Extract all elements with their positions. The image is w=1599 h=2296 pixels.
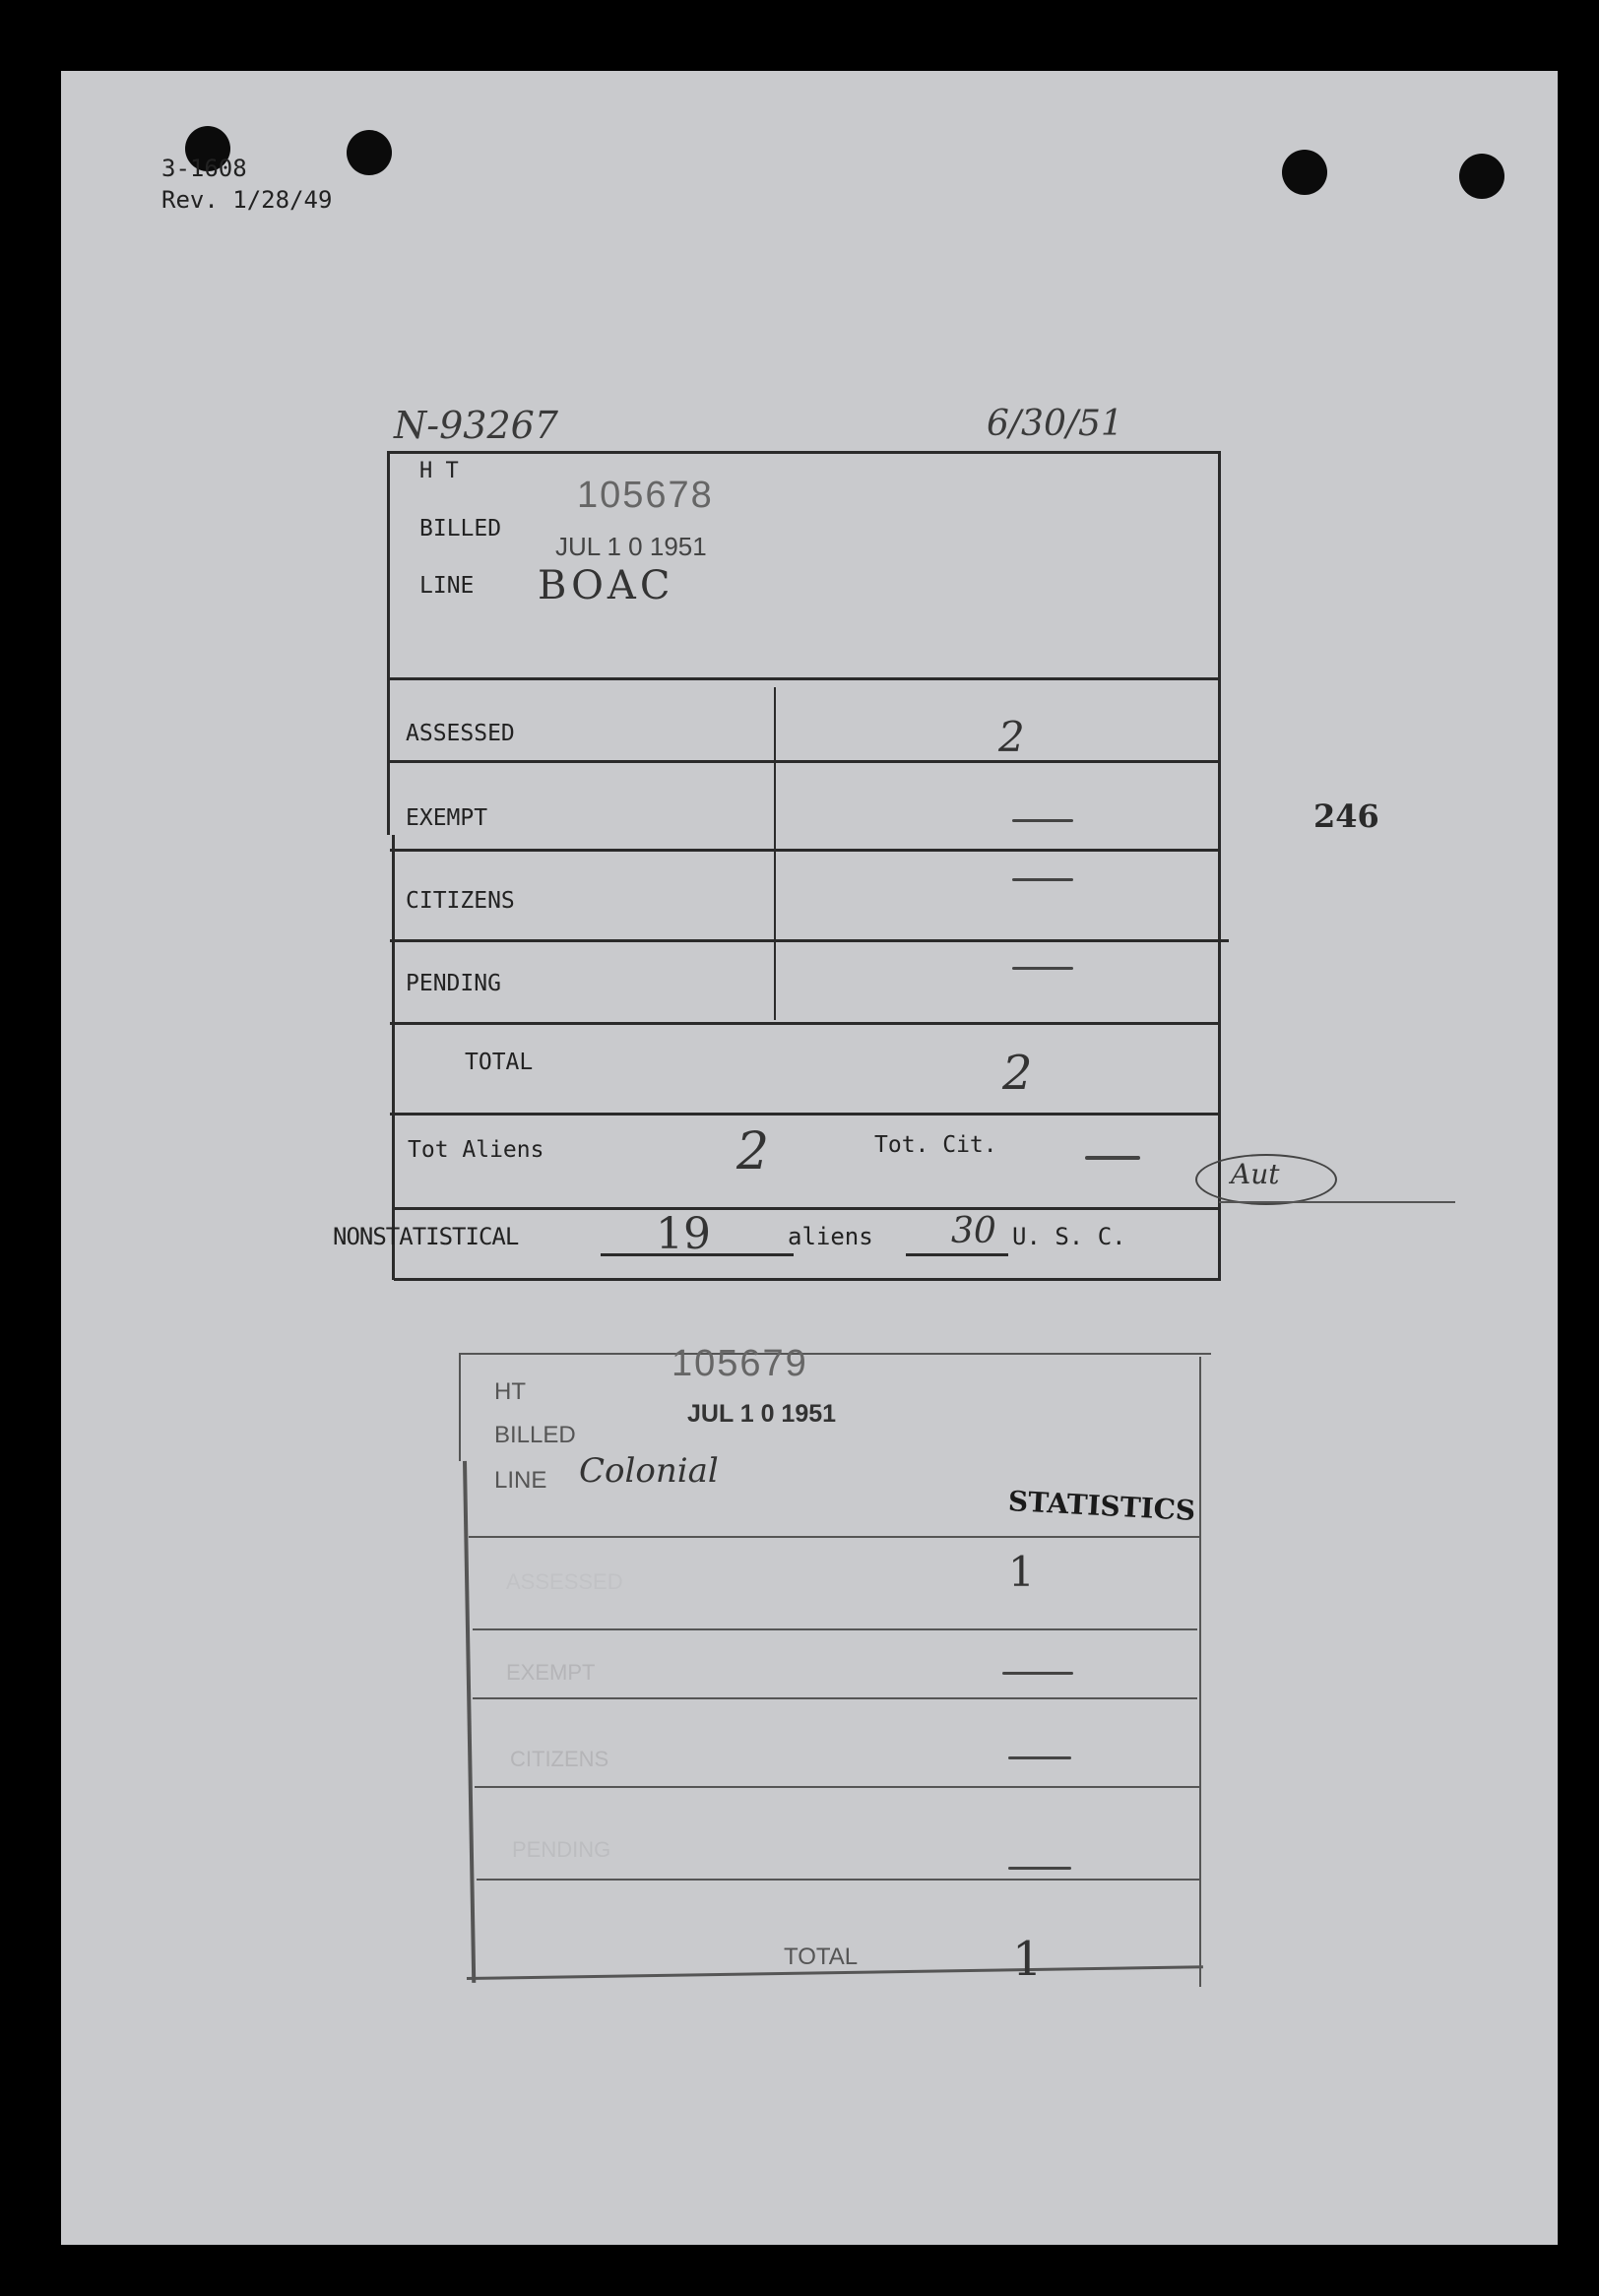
card2-line-value: Colonial [579, 1451, 719, 1491]
card1-total-value: 2 [1002, 1046, 1033, 1101]
card2-row-label: EXEMPT [506, 1660, 596, 1685]
card1-row-value: 2 [998, 713, 1025, 761]
card1-row-dash [1012, 819, 1073, 822]
card1-row-label: CITIZENS [406, 888, 515, 914]
form-revision: Rev. 1/28/49 [161, 186, 333, 214]
initials-text: Aut [1231, 1158, 1280, 1190]
card2-row-label: PENDING [512, 1837, 611, 1862]
card2-billed-label: BILLED [494, 1422, 576, 1448]
handwritten-date: 6/30/51 [987, 404, 1123, 444]
card1-tot-cit-label: Tot. Cit. [874, 1132, 997, 1158]
card1-tot-aliens-label: Tot Aliens [408, 1137, 544, 1163]
card2-total-value: 1 [1012, 1932, 1043, 1987]
card1-total-label: TOTAL [465, 1050, 534, 1075]
card1-ht-label: H T [419, 459, 459, 483]
nonstatistical-aliens-label: aliens [788, 1223, 873, 1250]
card1-stamp-number: 105678 [577, 475, 714, 516]
card1-row-label: EXEMPT [406, 805, 488, 831]
card1-line-value: BOAC [538, 563, 674, 608]
card2-row-label: CITIZENS [510, 1747, 609, 1771]
card1-tot-aliens-value: 2 [736, 1122, 770, 1181]
nonstatistical-usc-label: U. S. C. [1012, 1223, 1126, 1250]
punch-hole [1459, 154, 1504, 199]
card2-row-dash [1008, 1756, 1071, 1759]
handwritten-id: N-93267 [394, 404, 558, 447]
card1-tot-cit-dash [1085, 1156, 1140, 1160]
card1-row-dash [1012, 967, 1073, 970]
card2-row-dash [1008, 1867, 1071, 1870]
card2-line-label: LINE [494, 1467, 547, 1494]
card2-row-dash [1002, 1672, 1073, 1675]
card1-row-label: PENDING [406, 971, 501, 996]
nonstatistical-usc-value: 30 [951, 1211, 996, 1251]
statistics-stamp: STATISTICS [1007, 1485, 1196, 1527]
card2-ht-label: HT [494, 1378, 526, 1405]
side-number: 246 [1313, 797, 1379, 835]
card2-row-label: ASSESSED [506, 1569, 623, 1594]
card1-row-label: ASSESSED [406, 721, 515, 746]
card1-line-label: LINE [419, 573, 475, 599]
card2-row-value: 1 [1008, 1548, 1035, 1596]
nonstatistical-aliens-value: 19 [656, 1209, 711, 1259]
card1-row-dash [1012, 878, 1073, 881]
card2-total-label: TOTAL [784, 1944, 859, 1970]
form-number: 3-1608 [161, 155, 247, 182]
nonstatistical-label: NONSTATISTICAL [333, 1223, 519, 1250]
card2-stamp-number: 105679 [672, 1343, 808, 1384]
card1-billed-label: BILLED [419, 516, 502, 542]
initials-underline [1219, 1201, 1455, 1203]
nonstatistical-usc-underline [906, 1253, 1008, 1256]
document-page [61, 71, 1558, 2245]
card2-billed-date: JUL 1 0 1951 [687, 1400, 837, 1428]
card1-billed-date: JUL 1 0 1951 [555, 532, 707, 561]
punch-hole [347, 130, 392, 175]
punch-hole [1282, 150, 1327, 195]
